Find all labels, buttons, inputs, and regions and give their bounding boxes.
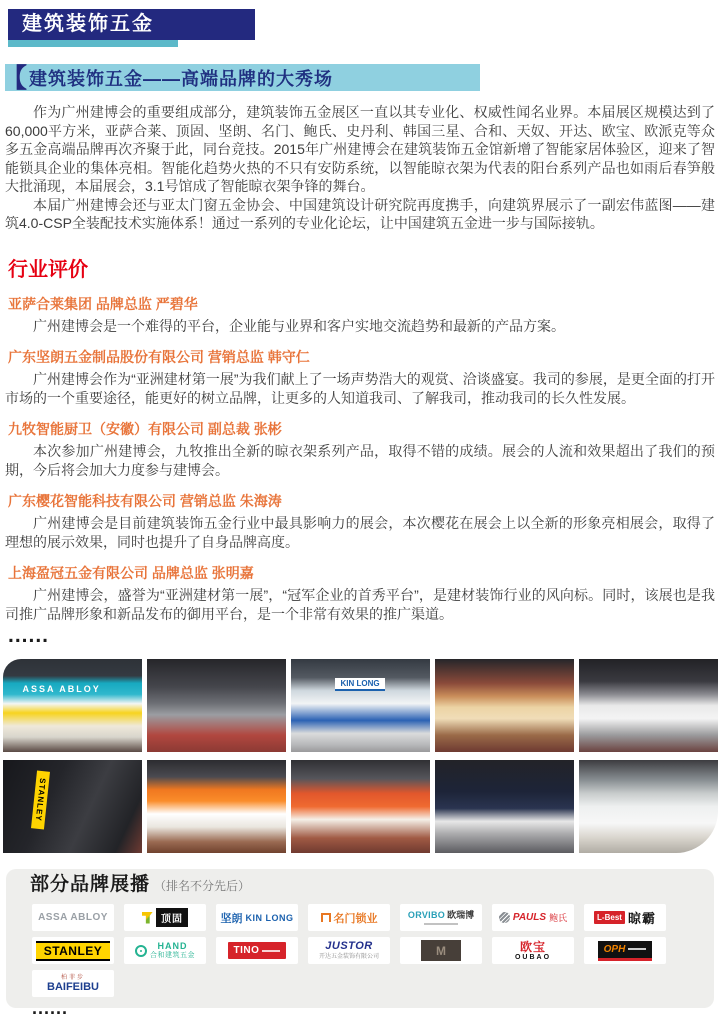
mingmen-gate-icon — [321, 913, 331, 922]
stanley-banner: STANLEY — [31, 771, 50, 830]
intro-paragraph-2: 本届广州建博会还与亚太门窗五金协会、中国建筑设计研究院再度携手，向建筑界展示了一副宏伟蓝图——建筑4.0-CSP全装配技术实施体系！通过一系列的专业化论坛，让中国建筑五金进一步与国际接轨。 — [5, 196, 715, 231]
review-author: 九牧智能厨卫（安徽）有限公司 副总裁 张彬 — [8, 421, 282, 437]
brand-logo-lbest — [584, 904, 666, 931]
brand-logo-justor — [308, 937, 390, 964]
oubao-cn-wordmark: 欧宝 — [519, 939, 546, 954]
assa-abloy-wordmark: ASSA ABLOY — [38, 912, 108, 923]
dinggu-wordmark: 顶固 — [156, 908, 188, 927]
review-item — [5, 294, 715, 336]
brand-panel-header — [30, 869, 714, 896]
expo-photo-white-minimal-booth — [579, 760, 718, 853]
promo-page — [0, 9, 720, 1018]
brands-more-dots: ...... — [32, 998, 69, 1018]
title-underline — [8, 40, 178, 47]
kinlong-sign: KIN LONG — [335, 678, 384, 691]
review-quote: 广州建博会是一个难得的平台，企业能与业界和客户实地交流趋势和最新的产品方案。 — [33, 317, 565, 334]
tino-wordmark: TINO — [233, 945, 260, 956]
review-item — [5, 419, 715, 479]
oubao-en-wordmark: OUBAO — [514, 953, 552, 961]
pauls-en-wordmark: PAULS — [512, 912, 547, 923]
hehe-ring-icon — [135, 945, 147, 957]
brand-logo-mingmen — [308, 904, 390, 931]
lbest-cn-wordmark: 晾霸 — [627, 911, 656, 926]
orvibo-cn-wordmark: 欧瑞博 — [447, 909, 475, 920]
bracket-icon: 【 — [1, 62, 28, 93]
kinlong-cn-wordmark: 坚朗 — [220, 912, 243, 925]
review-item — [5, 491, 715, 551]
reviews-heading: 行业评价 — [8, 258, 88, 281]
review-item — [5, 563, 715, 623]
expo-photo-orange-booth — [147, 760, 286, 853]
expo-photo-grid — [3, 659, 718, 853]
brand-logo-baifeibu — [32, 970, 114, 997]
hehe-en-wordmark: HAND — [157, 941, 188, 951]
brand-logo-orvibo — [400, 904, 482, 931]
review-author: 亚萨合莱集团 品牌总监 严碧华 — [8, 295, 198, 312]
review-quote: 广州建博会，盛誉为“亚洲建材第一展”，“冠军企业的首秀平台”，是建材装饰行业的风向标。同时，该展也是我司推广品牌形象和新品发布的御用平台，是一个非常有效果的推广渠道。 — [5, 587, 715, 622]
oph-red-strip — [598, 958, 653, 961]
baifeibu-en-wordmark: BAIFEIBU — [47, 980, 99, 993]
expo-photo-white-panel-booth — [579, 659, 718, 752]
expo-photo-wood-arch-booth — [435, 659, 574, 752]
mingmen-wordmark: 名门锁业 — [333, 912, 378, 925]
justor-wordmark: JUSTOR — [325, 940, 373, 952]
page-title: 建筑装饰五金 — [8, 9, 255, 40]
expo-photo-triangle-booth — [147, 659, 286, 752]
monogram-m-icon: M — [421, 940, 461, 961]
stanley-wordmark: STANLEY — [36, 941, 111, 961]
review-author: 广东樱花智能科技有限公司 营销总监 朱海涛 — [8, 493, 282, 509]
oph-black-box — [598, 941, 653, 958]
brand-logo-tino — [216, 937, 298, 964]
intro-text — [5, 103, 715, 233]
review-item — [5, 347, 715, 407]
intro-paragraph-1: 作为广州建博会的重要组成部分，建筑装饰五金展区一直以其专业化、权威性闻名业界。本届展区规模达到了60,000平方米，亚萨合莱、顶固、坚朗、名门、鲍氏、史丹利、韩国三星、合和、天奴、开达、欧宝、欧派克等众多五金高端品牌再次齐聚于此，同台竞技。2015年广州建博会在建筑装饰五金馆新增了智能家居体验区，迎来了智能锁具企业的集体亮相。智能化趋势火热的不只有安防系统，以智能晾衣架为代表的阳台系列产品也如雨后春笋般大批涌现，本届展会，3.1号馆成了智能晾衣架争锋的舞台。 — [5, 104, 715, 194]
kinlong-en-wordmark: KIN LONG — [245, 912, 294, 923]
brand-logo-kinlong — [216, 904, 298, 931]
expo-photo-red-booth-crowd — [291, 760, 430, 853]
brand-panel-note: （排名不分先后） — [154, 879, 251, 893]
lbest-badge: L-Best — [594, 911, 625, 924]
brand-showcase-panel — [6, 869, 714, 1018]
pauls-swirl-icon — [499, 912, 510, 923]
justor-company-name: 开达五金装饰有限公司 — [318, 954, 379, 960]
brand-panel-title: 部分品牌展播 — [30, 874, 151, 895]
orvibo-en-wordmark: ORVIBO — [407, 909, 446, 920]
brand-logo-grid — [32, 904, 692, 997]
tino-subtext-line — [262, 950, 280, 952]
brand-logo-pauls — [492, 904, 574, 931]
brand-logo-dinggu — [124, 904, 206, 931]
dinggu-t-icon — [142, 912, 153, 924]
oph-wordmark: OPH — [603, 943, 626, 955]
more-dots: ...... — [8, 624, 50, 647]
brand-logo-assa-abloy — [32, 904, 114, 931]
assa-abloy-banner: ASSA ABLOY — [22, 684, 101, 695]
brand-logo-hand-hehe — [124, 937, 206, 964]
section-banner-title: 建筑装饰五金——高端品牌的大秀场 — [29, 68, 334, 89]
review-author: 广东坚朗五金制品股份有限公司 营销总监 韩守仁 — [8, 349, 310, 365]
expo-photo-assa-abloy-booth — [3, 659, 142, 752]
brand-logo-stanley — [32, 937, 114, 964]
expo-photo-kinlong-booth — [291, 659, 430, 752]
review-author: 上海盈冠五金有限公司 品牌总监 张明嘉 — [8, 565, 254, 581]
brand-logo-dark-monogram — [400, 937, 482, 964]
pauls-cn-wordmark: 鲍氏 — [549, 913, 568, 923]
review-quote: 本次参加广州建博会，九牧推出全新的晾衣架系列产品，取得不错的成绩。展会的人流和效果超出了我们的预期，今后将会加大力度参与建博会。 — [5, 443, 715, 478]
expo-photo-stanley-booth — [3, 760, 142, 853]
brand-logo-oubao — [492, 937, 574, 964]
baifeibu-cn-wordmark: 柏菲步 — [60, 974, 85, 981]
industry-reviews — [5, 253, 715, 624]
review-quote: 广州建博会是目前建筑装饰五金行业中最具影响力的展会，本次樱花在展会上以全新的形象亮相展会，取得了理想的展示效果，同时也提升了自身品牌高度。 — [5, 515, 715, 550]
hehe-cn-wordmark: 合和建筑五金 — [150, 952, 195, 959]
oph-subtext-line — [628, 948, 646, 950]
section-banner — [1, 62, 480, 93]
tino-red-box — [228, 942, 287, 959]
expo-photo-navy-booth — [435, 760, 574, 853]
brand-logo-oph — [584, 937, 666, 964]
orvibo-tagline-line — [424, 923, 458, 925]
review-quote: 广州建博会作为“亚洲建材第一展”为我们献上了一场声势浩大的观赏、洽谈盛宴。我司的参展，是更全面的打开市场的一个重要途径，能更好的树立品牌，让更多的人知道我司、了解我司，推动我司的长久性发展。 — [5, 371, 715, 406]
